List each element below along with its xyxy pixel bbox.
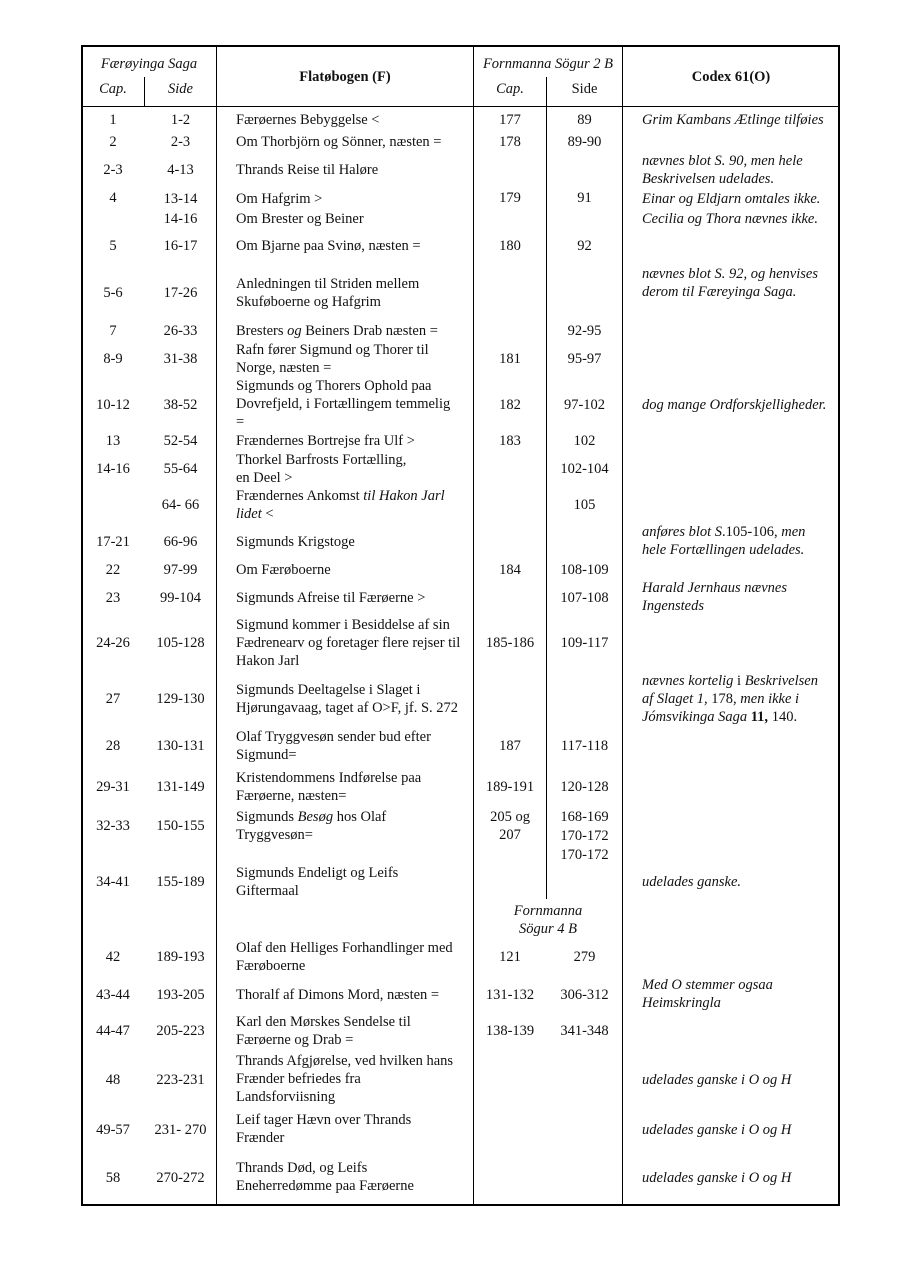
- codex-cell: Grim Kambans Ætlinge tilføies: [642, 112, 824, 128]
- cap-header: Cap.: [99, 81, 127, 97]
- cap-cell: 17-21: [96, 534, 130, 550]
- fside-cell: 102: [573, 433, 596, 449]
- fside-cell: 95-97: [567, 351, 602, 367]
- fside-cell: 279: [573, 949, 596, 965]
- fcap-cell: 179: [499, 190, 521, 206]
- rule-col-fornmanna: [622, 45, 623, 1206]
- fside-cell: 105: [573, 497, 596, 513]
- cap-cell: 22: [105, 562, 121, 578]
- flat-cell: Om Færøboerne: [236, 562, 331, 578]
- fornmanna-header: Fornmanna Sögur 2 B: [482, 56, 614, 72]
- flat-emphasis: til Hakon Jarl lidet: [236, 488, 445, 522]
- flatobogen-header: Flatøbogen (F): [299, 69, 391, 85]
- cap-cell: 42: [105, 949, 121, 965]
- side-cell: 150-155: [156, 818, 205, 834]
- cap-cell: 4: [109, 190, 117, 206]
- flat-cell: Sigmunds og Thorers Ophold paa Dovrefjeld, i Fortællingem temmelig =: [236, 378, 451, 430]
- codex-cell: [642, 523, 839, 559]
- flat-cell: [236, 487, 473, 523]
- fside-cell: 108-109: [560, 562, 609, 578]
- fside-cell: 97-102: [563, 397, 606, 413]
- cap-cell: 32-33: [96, 818, 130, 834]
- codex-text: men hele Fortællingen udelades.: [642, 524, 806, 558]
- fcap-cell: 177: [499, 112, 521, 128]
- flat-text: Beiners Drab næsten =: [301, 323, 438, 339]
- fornmanna-4b-header: Fornmanna Sögur 4 B: [513, 903, 583, 937]
- fside-cell: 92: [577, 238, 592, 254]
- side-cell: 17-26: [163, 285, 198, 301]
- flat-cell: Thorkel Barfrosts Fortælling, en Deel >: [236, 452, 407, 486]
- flat-cell: Leif tager Hævn over Thrands Frænder: [236, 1112, 412, 1146]
- fside-cell: 306-312: [560, 987, 609, 1003]
- codex-text: .105-106,: [722, 524, 782, 540]
- side-cell: 52-54: [163, 433, 198, 449]
- cap-cell: 7: [109, 323, 117, 339]
- fcap-cell: 178: [499, 134, 521, 150]
- codex-text: 11,: [750, 709, 769, 725]
- codex-text: 140.: [768, 709, 798, 725]
- header-rule: [81, 106, 840, 107]
- codex-text: i: [737, 673, 742, 689]
- flat-cell: Sigmund kommer i Besiddelse af sin Fædrenearv og foretager flere rejser til Hakon Jarl: [236, 617, 461, 669]
- fcap-cell: 189-191: [485, 779, 535, 795]
- fcap-cell: 187: [499, 738, 521, 754]
- cap-cell: 49-57: [96, 1122, 130, 1138]
- cap-cell: 24-26: [96, 635, 130, 651]
- side-header: Side: [168, 81, 193, 97]
- flat-text: hos Olaf Tryggvesøn=: [236, 809, 387, 843]
- flat-cell: Sigmunds Krigstoge: [236, 534, 355, 550]
- fornmanna-side-header: Side: [571, 81, 598, 97]
- flat-cell: Sigmunds Afreise til Færøerne >: [236, 590, 426, 606]
- codex-text: nævnes kortelig: [642, 673, 738, 689]
- cap-cell: 27: [105, 691, 121, 707]
- side-cell: 55-64: [163, 461, 198, 477]
- flat-cell: Om Bjarne paa Svinø, næsten =: [236, 238, 421, 254]
- side-cell: 31-38: [163, 351, 198, 367]
- flat-cell: Karl den Mørskes Sendelse til Færøerne og Drab =: [236, 1014, 411, 1048]
- flat-cell: Olaf Tryggvesøn sender bud efter Sigmund=: [236, 729, 431, 763]
- cap-cell: 5: [109, 238, 117, 254]
- fside-cell: 91: [577, 190, 592, 206]
- fside-cell: 89-90: [567, 134, 602, 150]
- codex-cell: [642, 672, 839, 726]
- flat-cell: Kristendommens Indførelse paa Færøerne, næsten=: [236, 770, 422, 804]
- flat-cell: Om Hafgrim > Om Brester og Beiner: [236, 191, 364, 227]
- flat-cell: Rafn fører Sigmund og Thorer til Norge, næsten =: [236, 342, 429, 376]
- fcap-cell: 205 og 207: [490, 809, 530, 843]
- flat-text: Bresters: [236, 323, 288, 339]
- side-cell: 16-17: [163, 238, 198, 254]
- side-cell: 189-193: [156, 949, 205, 965]
- fside-cell: 109-117: [560, 635, 609, 651]
- cap-cell: 43-44: [96, 987, 130, 1003]
- fside-cell: 117-118: [560, 738, 609, 754]
- cap-cell: 34-41: [96, 874, 130, 890]
- flat-cell: [236, 322, 473, 340]
- side-cell: 64- 66: [161, 497, 200, 513]
- side-cell: 38-52: [163, 397, 198, 413]
- flat-text: Frændernes Ankomst: [236, 488, 364, 504]
- codex-text: Jómsvikinga Saga: [642, 709, 751, 725]
- fside-cell: 102-104: [560, 461, 609, 477]
- fside-cell: 168-169 170-172 170-172: [560, 809, 609, 863]
- codex-cell: udelades ganske i O og H: [642, 1170, 792, 1186]
- codex-text: Beskrivelsen: [741, 673, 818, 689]
- side-cell: 97-99: [163, 562, 198, 578]
- cap-cell: 23: [105, 590, 121, 606]
- cap-cell: 13: [105, 433, 121, 449]
- side-cell: 26-33: [163, 323, 198, 339]
- flat-cell: Om Thorbjörn og Sönner, næsten =: [236, 134, 442, 150]
- side-cell: 66-96: [163, 534, 198, 550]
- codex-cell: udelades ganske i O og H: [642, 1072, 792, 1088]
- flat-cell: Frændernes Bortrejse fra Ulf >: [236, 433, 415, 449]
- flat-cell: Olaf den Helliges Forhandlinger med Færøboerne: [236, 940, 453, 974]
- fcap-cell: 121: [499, 949, 521, 965]
- cap-cell: 5-6: [103, 285, 123, 301]
- fcap-cell: 183: [499, 433, 521, 449]
- fside-cell: 89: [577, 112, 592, 128]
- codex-cell: udelades ganske i O og H: [642, 1122, 792, 1138]
- saga-title: Færøyinga Saga: [100, 56, 198, 72]
- side-cell: 270-272: [156, 1170, 205, 1186]
- codex-header: Codex 61(O): [691, 69, 771, 85]
- codex-text: men ikke i: [740, 691, 800, 707]
- fside-cell: 92-95: [567, 323, 602, 339]
- fcap-cell: 138-139: [485, 1023, 535, 1039]
- codex-cell: Med O stemmer ogsaa Heimskringla: [642, 977, 773, 1011]
- codex-cell: nævnes blot S. 92, og henvises derom til Færeyinga Saga.: [642, 266, 818, 300]
- flat-cell: Thrands Reise til Haløre: [236, 162, 379, 178]
- fcap-cell: 185-186: [485, 635, 535, 651]
- cap-cell: 29-31: [96, 779, 130, 795]
- cap-cell: 14-16: [96, 461, 130, 477]
- codex-line: [642, 708, 839, 726]
- flat-text: <: [261, 506, 274, 522]
- side-cell: 231- 270: [154, 1122, 207, 1138]
- codex-line: [642, 672, 839, 690]
- flat-cell: Thrands Død, og Leifs Eneherredømme paa Færøerne: [236, 1160, 414, 1194]
- cap-cell: 8-9: [103, 351, 123, 367]
- flat-emphasis: og: [287, 323, 302, 339]
- flat-cell: Sigmunds Endeligt og Leifs Giftermaal: [236, 865, 399, 899]
- codex-cell: udelades ganske.: [642, 874, 742, 890]
- cap-cell: 1: [109, 112, 117, 128]
- side-cell: 205-223: [156, 1023, 205, 1039]
- codex-line: [642, 690, 839, 708]
- fside-cell: 120-128: [560, 779, 609, 795]
- fside-cell: 107-108: [560, 590, 609, 606]
- cap-cell: 44-47: [96, 1023, 130, 1039]
- flat-cell: Sigmunds Deeltagelse i Slaget i Hjørungavaag, taget af O>F, jf. S. 272: [236, 682, 459, 716]
- side-cell: 4-13: [167, 162, 194, 178]
- fornmanna-cap-header: Cap.: [496, 81, 524, 97]
- fcap-cell: 180: [499, 238, 521, 254]
- side-cell: 223-231: [156, 1072, 205, 1088]
- codex-cell: Harald Jernhaus nævnes Ingensteds: [642, 580, 787, 614]
- cap-cell: 2: [109, 134, 117, 150]
- fcap-cell: 181: [499, 351, 521, 367]
- side-cell: 1-2: [170, 112, 191, 128]
- side-cell: 155-189: [156, 874, 205, 890]
- flat-emphasis: Besøg: [297, 809, 334, 825]
- side-cell: 13-14 14-16: [163, 191, 198, 227]
- cap-cell: 48: [105, 1072, 121, 1088]
- flat-cell: Færøernes Bebyggelse <: [236, 112, 380, 128]
- cap-cell: 28: [105, 738, 121, 754]
- codex-text: af Slaget 1,: [642, 691, 712, 707]
- flat-cell: Thrands Afgjørelse, ved hvilken hans Frænder befriedes fra Landsforviisning: [236, 1053, 454, 1105]
- codex-cell: Einar og Eldjarn omtales ikke. Cecilia og Thora nævnes ikke.: [642, 191, 821, 227]
- fside-cell: 341-348: [560, 1023, 609, 1039]
- side-cell: 2-3: [170, 134, 191, 150]
- flat-cell: Thoralf af Dimons Mord, næsten =: [236, 987, 440, 1003]
- fcap-cell: 184: [499, 562, 521, 578]
- cap-cell: 58: [105, 1170, 121, 1186]
- side-cell: 99-104: [159, 590, 202, 606]
- side-cell: 131-149: [156, 779, 205, 795]
- side-cell: 105-128: [156, 635, 205, 651]
- flat-cell: Anledningen til Striden mellem Skuføboerne og Hafgrim: [236, 276, 420, 310]
- codex-cell: nævnes blot S. 90, men hele Beskrivelsen udelades.: [642, 153, 803, 187]
- codex-text: anføres blot S: [642, 524, 723, 540]
- flat-text: Sigmunds: [236, 809, 298, 825]
- side-cell: 130-131: [156, 738, 205, 754]
- fcap-cell: 131-132: [485, 987, 535, 1003]
- cap-cell: 10-12: [96, 397, 130, 413]
- rule-col-saga: [216, 45, 217, 1206]
- cap-cell: 2-3: [103, 162, 123, 178]
- side-cell: 129-130: [156, 691, 205, 707]
- fcap-cell: 182: [499, 397, 521, 413]
- side-cell: 193-205: [156, 987, 205, 1003]
- flat-cell: [236, 808, 473, 844]
- codex-text: 178,: [711, 691, 741, 707]
- codex-cell: dog mange Ordforskjelligheder.: [642, 397, 827, 413]
